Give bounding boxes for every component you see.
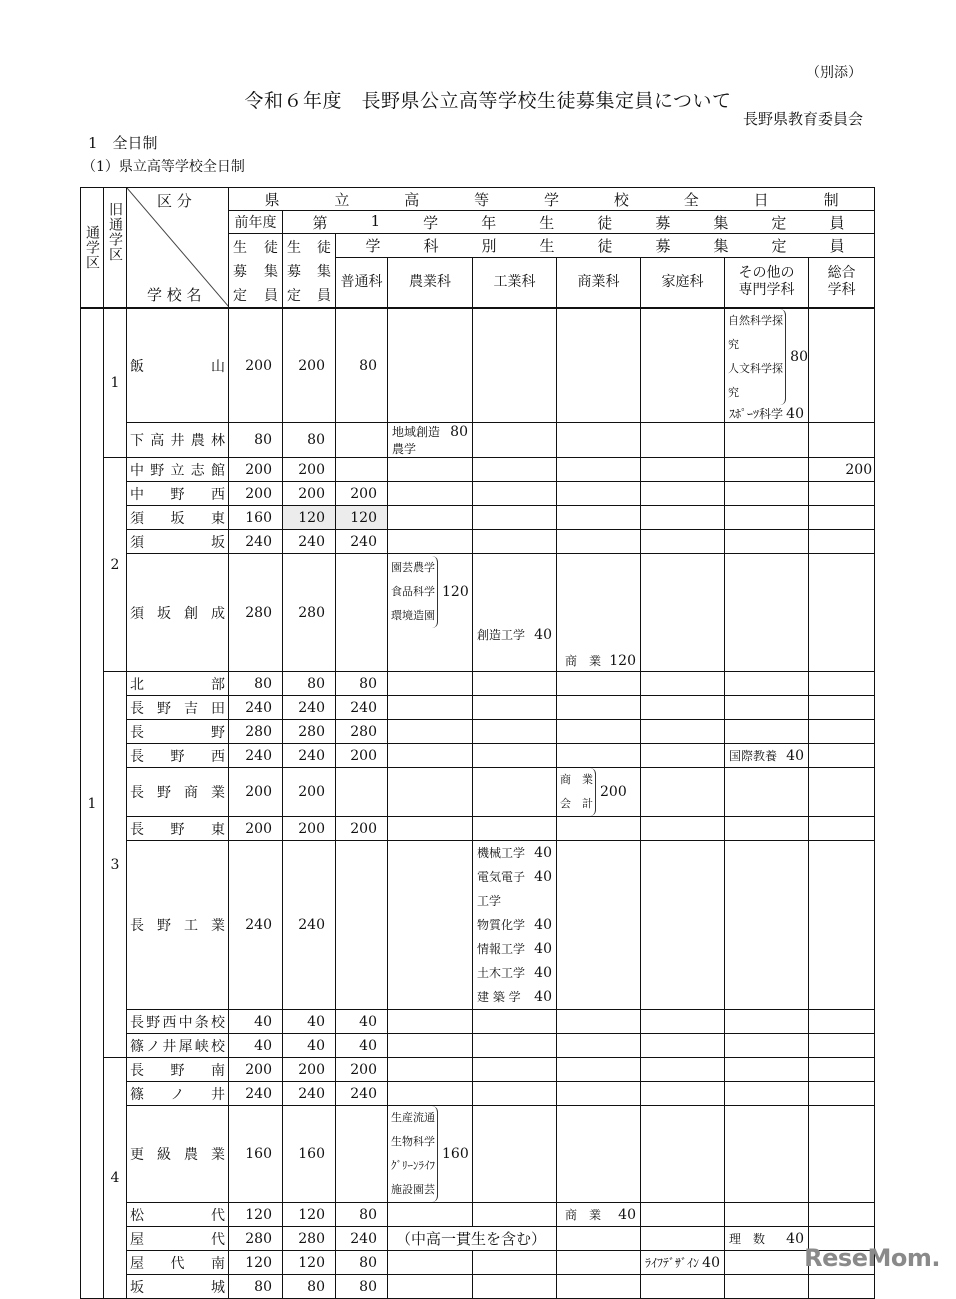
commerce-course bbox=[557, 1227, 641, 1251]
general-course bbox=[336, 1106, 388, 1203]
integrated-course bbox=[809, 1203, 875, 1227]
commerce-course: 商 業 40 bbox=[557, 1203, 641, 1227]
commerce-course bbox=[557, 308, 641, 423]
general-course: 80 bbox=[336, 672, 388, 696]
general-course: 240 bbox=[336, 1227, 388, 1251]
prev-capacity: 160 bbox=[229, 506, 283, 530]
table-body bbox=[81, 308, 875, 1299]
table-row bbox=[81, 841, 875, 1010]
table-row bbox=[81, 768, 875, 817]
school-name: 更 級 農 業 bbox=[127, 1106, 229, 1203]
agriculture-course bbox=[388, 506, 473, 530]
integrated-course bbox=[809, 506, 875, 530]
prev-capacity: 280 bbox=[229, 554, 283, 672]
current-capacity: 80 bbox=[283, 1275, 336, 1299]
prev-capacity: 200 bbox=[229, 817, 283, 841]
prev-capacity: 280 bbox=[229, 1227, 283, 1251]
industrial-course bbox=[473, 696, 557, 720]
integrated-course bbox=[809, 1058, 875, 1082]
current-capacity: 120 bbox=[283, 506, 336, 530]
integrated-course bbox=[809, 1082, 875, 1106]
home-economics-course bbox=[641, 1010, 725, 1034]
organization-name: 長野県教育委員会 bbox=[742, 110, 863, 128]
resemom-watermark-logo: ReseMom. bbox=[804, 1244, 940, 1272]
home-economics-course bbox=[641, 1275, 725, 1299]
home-economics-course bbox=[641, 1058, 725, 1082]
school-name: 北 部 bbox=[127, 672, 229, 696]
home-economics-course bbox=[641, 308, 725, 423]
prev-capacity: 40 bbox=[229, 1010, 283, 1034]
school-name: 長 野 工 業 bbox=[127, 841, 229, 1010]
agriculture-course bbox=[388, 841, 473, 1010]
table-row bbox=[81, 482, 875, 506]
home-economics-course bbox=[641, 482, 725, 506]
school-name: 長 野 吉 田 bbox=[127, 696, 229, 720]
other-specialized-course bbox=[725, 672, 809, 696]
section-heading: 1 全日制 bbox=[88, 134, 158, 152]
general-course: 40 bbox=[336, 1010, 388, 1034]
column-header-1: 農業科 bbox=[388, 257, 473, 308]
current-capacity: 200 bbox=[283, 768, 336, 817]
home-economics-course bbox=[641, 1203, 725, 1227]
home-economics-course bbox=[641, 506, 725, 530]
current-capacity: 240 bbox=[283, 841, 336, 1010]
other-specialized-course bbox=[725, 1251, 809, 1275]
integrated-course bbox=[809, 1106, 875, 1203]
first-year-title: 第 1 学 年 生 徒 募 集 定 員 bbox=[283, 211, 875, 234]
industrial-course bbox=[473, 744, 557, 768]
subsection-heading: （1）県立高等学校全日制 bbox=[82, 159, 245, 175]
general-course bbox=[336, 423, 388, 458]
integrated-course bbox=[809, 1034, 875, 1058]
commerce-course bbox=[557, 1275, 641, 1299]
table-row bbox=[81, 423, 875, 458]
integrated-course bbox=[809, 744, 875, 768]
old-district-cell: 3 bbox=[104, 672, 127, 1058]
other-specialized-course bbox=[725, 817, 809, 841]
school-name: 屋 代 bbox=[127, 1227, 229, 1251]
school-name: 中 野 西 bbox=[127, 482, 229, 506]
table-row bbox=[81, 1058, 875, 1082]
current-capacity: 200 bbox=[283, 1058, 336, 1082]
prev-capacity: 80 bbox=[229, 423, 283, 458]
prev-capacity: 120 bbox=[229, 1251, 283, 1275]
general-course: 40 bbox=[336, 1034, 388, 1058]
agriculture-course bbox=[388, 1251, 473, 1275]
home-economics-course bbox=[641, 1082, 725, 1106]
table-row bbox=[81, 1251, 875, 1275]
prev-capacity: 240 bbox=[229, 841, 283, 1010]
commerce-course bbox=[557, 1058, 641, 1082]
district-header: 通学区 bbox=[81, 188, 104, 309]
kubun-school-name-header: 区 分 学 校 名 bbox=[127, 188, 229, 309]
prev-capacity: 200 bbox=[229, 1058, 283, 1082]
industrial-course bbox=[473, 1106, 557, 1203]
current-capacity: 200 bbox=[283, 817, 336, 841]
home-economics-course bbox=[641, 1227, 725, 1251]
group-title: 県 立 高 等 学 校 全 日 制 bbox=[229, 188, 875, 211]
integrated-course bbox=[809, 841, 875, 1010]
table-row bbox=[81, 308, 875, 423]
other-specialized-course bbox=[725, 1082, 809, 1106]
school-name: 中 野 立 志 館 bbox=[127, 458, 229, 482]
column-header-2: 工業科 bbox=[473, 257, 557, 308]
other-specialized-course bbox=[725, 768, 809, 817]
column-header-3: 商業科 bbox=[557, 257, 641, 308]
school-name: 長 野 東 bbox=[127, 817, 229, 841]
commerce-course bbox=[557, 1034, 641, 1058]
prev-capacity: 240 bbox=[229, 530, 283, 554]
commerce-course bbox=[557, 1251, 641, 1275]
commerce-course: 商 業 会 計 200 bbox=[557, 768, 641, 817]
commerce-course bbox=[557, 744, 641, 768]
general-course: 280 bbox=[336, 720, 388, 744]
agriculture-course bbox=[388, 817, 473, 841]
prev-capacity: 200 bbox=[229, 768, 283, 817]
industrial-course bbox=[473, 530, 557, 554]
agriculture-course: 地域創造農学 80 bbox=[388, 423, 473, 458]
general-course: 200 bbox=[336, 1058, 388, 1082]
note-cell: （中高一貫生を含む） bbox=[388, 1227, 557, 1251]
table-row bbox=[81, 458, 875, 482]
general-course bbox=[336, 841, 388, 1010]
table-row bbox=[81, 1106, 875, 1203]
column-header-0: 普通科 bbox=[336, 257, 388, 308]
school-name: 長 野 西 bbox=[127, 744, 229, 768]
agriculture-course bbox=[388, 1034, 473, 1058]
commerce-course bbox=[557, 423, 641, 458]
school-name: 篠 ノ 井 犀 峡 校 bbox=[127, 1034, 229, 1058]
dept-title: 学 科 別 生 徒 募 集 定 員 bbox=[336, 234, 875, 258]
other-specialized-course bbox=[725, 1034, 809, 1058]
agriculture-course bbox=[388, 696, 473, 720]
other-specialized-course bbox=[725, 458, 809, 482]
agriculture-course bbox=[388, 768, 473, 817]
home-economics-course bbox=[641, 744, 725, 768]
column-header-6: 総合 学科 bbox=[809, 257, 875, 308]
school-name: 松 代 bbox=[127, 1203, 229, 1227]
industrial-course bbox=[473, 672, 557, 696]
agriculture-course: 園芸農学 食品科学 環境造園 120 bbox=[388, 554, 473, 672]
current-capacity: 280 bbox=[283, 554, 336, 672]
table-header bbox=[81, 188, 875, 309]
other-specialized-course bbox=[725, 482, 809, 506]
integrated-course bbox=[809, 696, 875, 720]
general-course bbox=[336, 554, 388, 672]
other-specialized-course bbox=[725, 720, 809, 744]
agriculture-course bbox=[388, 308, 473, 423]
general-course: 240 bbox=[336, 530, 388, 554]
table-row bbox=[81, 1203, 875, 1227]
commerce-course bbox=[557, 530, 641, 554]
commerce-course bbox=[557, 482, 641, 506]
integrated-course bbox=[809, 768, 875, 817]
current-capacity: 120 bbox=[283, 1251, 336, 1275]
other-specialized-course: 自然科学探究 人文科学探究 80 ｽﾎﾟｰﾂ科学 40 bbox=[725, 308, 809, 423]
commerce-course bbox=[557, 817, 641, 841]
current-capacity: 240 bbox=[283, 1082, 336, 1106]
table-row bbox=[81, 817, 875, 841]
home-economics-course bbox=[641, 696, 725, 720]
prev-capacity: 200 bbox=[229, 482, 283, 506]
prev-capacity: 200 bbox=[229, 308, 283, 423]
industrial-course bbox=[473, 1034, 557, 1058]
school-name: 須 坂 創 成 bbox=[127, 554, 229, 672]
general-course: 80 bbox=[336, 1275, 388, 1299]
general-course: 120 bbox=[336, 506, 388, 530]
other-specialized-course bbox=[725, 1106, 809, 1203]
table-row bbox=[81, 554, 875, 672]
commerce-course bbox=[557, 1106, 641, 1203]
industrial-course bbox=[473, 1275, 557, 1299]
school-name: 飯 山 bbox=[127, 308, 229, 423]
old-district-cell: 4 bbox=[104, 1058, 127, 1299]
current-capacity: 240 bbox=[283, 696, 336, 720]
industrial-course: 機械工学 40 電気電子工学 40 物質化学 40 情報工学 40 土木工学 40 建 築 学 40 bbox=[473, 841, 557, 1010]
table-row bbox=[81, 672, 875, 696]
current-capacity: 200 bbox=[283, 458, 336, 482]
general-course bbox=[336, 768, 388, 817]
other-specialized-course bbox=[725, 696, 809, 720]
column-header-5: その他の 専門学科 bbox=[725, 257, 809, 308]
old-district-cell: 2 bbox=[104, 458, 127, 672]
integrated-course bbox=[809, 554, 875, 672]
integrated-course: 200 bbox=[809, 458, 875, 482]
home-economics-course bbox=[641, 1034, 725, 1058]
home-economics-course bbox=[641, 554, 725, 672]
prev-capacity: 40 bbox=[229, 1034, 283, 1058]
old-district-header: 旧通学区 bbox=[104, 188, 127, 309]
enrollment-table bbox=[80, 187, 875, 1299]
current-capacity: 280 bbox=[283, 720, 336, 744]
current-capacity: 200 bbox=[283, 482, 336, 506]
table-row bbox=[81, 506, 875, 530]
current-capacity: 200 bbox=[283, 308, 336, 423]
column-header-4: 家庭科 bbox=[641, 257, 725, 308]
district-cell: 1 bbox=[81, 308, 104, 1299]
current-capacity: 160 bbox=[283, 1106, 336, 1203]
integrated-course bbox=[809, 308, 875, 423]
industrial-course bbox=[473, 1251, 557, 1275]
other-specialized-course bbox=[725, 1058, 809, 1082]
table-row bbox=[81, 744, 875, 768]
industrial-course bbox=[473, 506, 557, 530]
integrated-course bbox=[809, 1010, 875, 1034]
prev-year-header: 前年度 bbox=[229, 211, 283, 234]
general-course bbox=[336, 458, 388, 482]
general-course: 200 bbox=[336, 817, 388, 841]
table-row bbox=[81, 1082, 875, 1106]
prev-capacity: 80 bbox=[229, 672, 283, 696]
integrated-course bbox=[809, 720, 875, 744]
agriculture-course bbox=[388, 672, 473, 696]
commerce-course bbox=[557, 696, 641, 720]
general-course: 200 bbox=[336, 482, 388, 506]
table-row bbox=[81, 1227, 875, 1251]
current-capacity: 40 bbox=[283, 1034, 336, 1058]
industrial-course bbox=[473, 482, 557, 506]
other-specialized-course bbox=[725, 530, 809, 554]
prev-capacity: 120 bbox=[229, 1203, 283, 1227]
home-economics-course bbox=[641, 672, 725, 696]
home-economics-course bbox=[641, 1106, 725, 1203]
old-district-cell: 1 bbox=[104, 308, 127, 458]
prev-capacity: 240 bbox=[229, 1082, 283, 1106]
school-name: 須 坂 bbox=[127, 530, 229, 554]
integrated-course bbox=[809, 530, 875, 554]
table-row bbox=[81, 1034, 875, 1058]
integrated-course bbox=[809, 482, 875, 506]
general-course: 240 bbox=[336, 1082, 388, 1106]
home-economics-course bbox=[641, 841, 725, 1010]
industrial-course bbox=[473, 817, 557, 841]
current-capacity: 40 bbox=[283, 1010, 336, 1034]
agriculture-course bbox=[388, 720, 473, 744]
commerce-course bbox=[557, 720, 641, 744]
school-name: 坂 城 bbox=[127, 1275, 229, 1299]
industrial-course bbox=[473, 1203, 557, 1227]
prev-capacity: 240 bbox=[229, 696, 283, 720]
current-capacity: 80 bbox=[283, 423, 336, 458]
prev-capacity: 160 bbox=[229, 1106, 283, 1203]
current-capacity: 120 bbox=[283, 1203, 336, 1227]
other-specialized-course: 国際教養 40 bbox=[725, 744, 809, 768]
general-course: 240 bbox=[336, 696, 388, 720]
prev-capacity: 240 bbox=[229, 744, 283, 768]
prev-capacity: 80 bbox=[229, 1275, 283, 1299]
general-course: 80 bbox=[336, 1251, 388, 1275]
table-row bbox=[81, 1275, 875, 1299]
industrial-course bbox=[473, 423, 557, 458]
home-economics-course bbox=[641, 720, 725, 744]
home-economics-course bbox=[641, 458, 725, 482]
home-economics-course bbox=[641, 423, 725, 458]
other-specialized-course bbox=[725, 1275, 809, 1299]
agriculture-course bbox=[388, 1275, 473, 1299]
agriculture-course bbox=[388, 1203, 473, 1227]
industrial-course bbox=[473, 1058, 557, 1082]
industrial-course bbox=[473, 308, 557, 423]
industrial-course bbox=[473, 1010, 557, 1034]
agriculture-course bbox=[388, 1082, 473, 1106]
school-name: 長 野 bbox=[127, 720, 229, 744]
commerce-course bbox=[557, 672, 641, 696]
current-capacity: 240 bbox=[283, 530, 336, 554]
commerce-course bbox=[557, 506, 641, 530]
school-name: 須 坂 東 bbox=[127, 506, 229, 530]
prev-capacity: 280 bbox=[229, 720, 283, 744]
table-row bbox=[81, 696, 875, 720]
general-course: 200 bbox=[336, 744, 388, 768]
general-course: 80 bbox=[336, 1203, 388, 1227]
integrated-course bbox=[809, 817, 875, 841]
annex-label: （別添） bbox=[806, 65, 862, 81]
agriculture-course: 生産流通 生物科学 ｸﾞﾘｰﾝﾗｲﾌ 施設園芸 160 bbox=[388, 1106, 473, 1203]
home-economics-course bbox=[641, 530, 725, 554]
other-specialized-course bbox=[725, 554, 809, 672]
agriculture-course bbox=[388, 744, 473, 768]
integrated-course bbox=[809, 1275, 875, 1299]
school-name: 篠 ノ 井 bbox=[127, 1082, 229, 1106]
agriculture-course bbox=[388, 1010, 473, 1034]
agriculture-course bbox=[388, 458, 473, 482]
general-course: 80 bbox=[336, 308, 388, 423]
school-name: 下 高 井 農 林 bbox=[127, 423, 229, 458]
commerce-course bbox=[557, 1082, 641, 1106]
other-specialized-course bbox=[725, 841, 809, 1010]
industrial-course: 創造工学 40 bbox=[473, 554, 557, 672]
prev-year-capacity-header: 生 徒 募 集 定 員 bbox=[229, 234, 283, 309]
table-row bbox=[81, 720, 875, 744]
other-specialized-course bbox=[725, 506, 809, 530]
current-capacity: 80 bbox=[283, 672, 336, 696]
school-name: 長 野 商 業 bbox=[127, 768, 229, 817]
other-specialized-course bbox=[725, 1203, 809, 1227]
industrial-course bbox=[473, 768, 557, 817]
commerce-course bbox=[557, 841, 641, 1010]
agriculture-course bbox=[388, 1058, 473, 1082]
agriculture-course bbox=[388, 482, 473, 506]
table-row bbox=[81, 1010, 875, 1034]
commerce-course bbox=[557, 1010, 641, 1034]
industrial-course bbox=[473, 720, 557, 744]
integrated-course bbox=[809, 423, 875, 458]
prev-capacity: 200 bbox=[229, 458, 283, 482]
school-name: 長 野 西 中 条 校 bbox=[127, 1010, 229, 1034]
school-name: 長 野 南 bbox=[127, 1058, 229, 1082]
home-economics-course bbox=[641, 768, 725, 817]
commerce-course bbox=[557, 458, 641, 482]
integrated-course bbox=[809, 672, 875, 696]
agriculture-course bbox=[388, 530, 473, 554]
table-row bbox=[81, 530, 875, 554]
page-title: 令和６年度 長野県公立高等学校生徒募集定員について bbox=[244, 90, 732, 112]
home-economics-course: ﾗｲﾌﾃﾞｻﾞｲﾝ 40 bbox=[641, 1251, 725, 1275]
other-specialized-course bbox=[725, 1010, 809, 1034]
school-name: 屋 代 南 bbox=[127, 1251, 229, 1275]
industrial-course bbox=[473, 458, 557, 482]
commerce-course: 商 業 120 bbox=[557, 554, 641, 672]
current-capacity-header: 生 徒 募 集 定 員 bbox=[283, 234, 336, 309]
current-capacity: 240 bbox=[283, 744, 336, 768]
home-economics-course bbox=[641, 817, 725, 841]
other-specialized-course bbox=[725, 423, 809, 458]
industrial-course bbox=[473, 1082, 557, 1106]
current-capacity: 280 bbox=[283, 1227, 336, 1251]
other-specialized-course: 理 数 40 bbox=[725, 1227, 809, 1251]
